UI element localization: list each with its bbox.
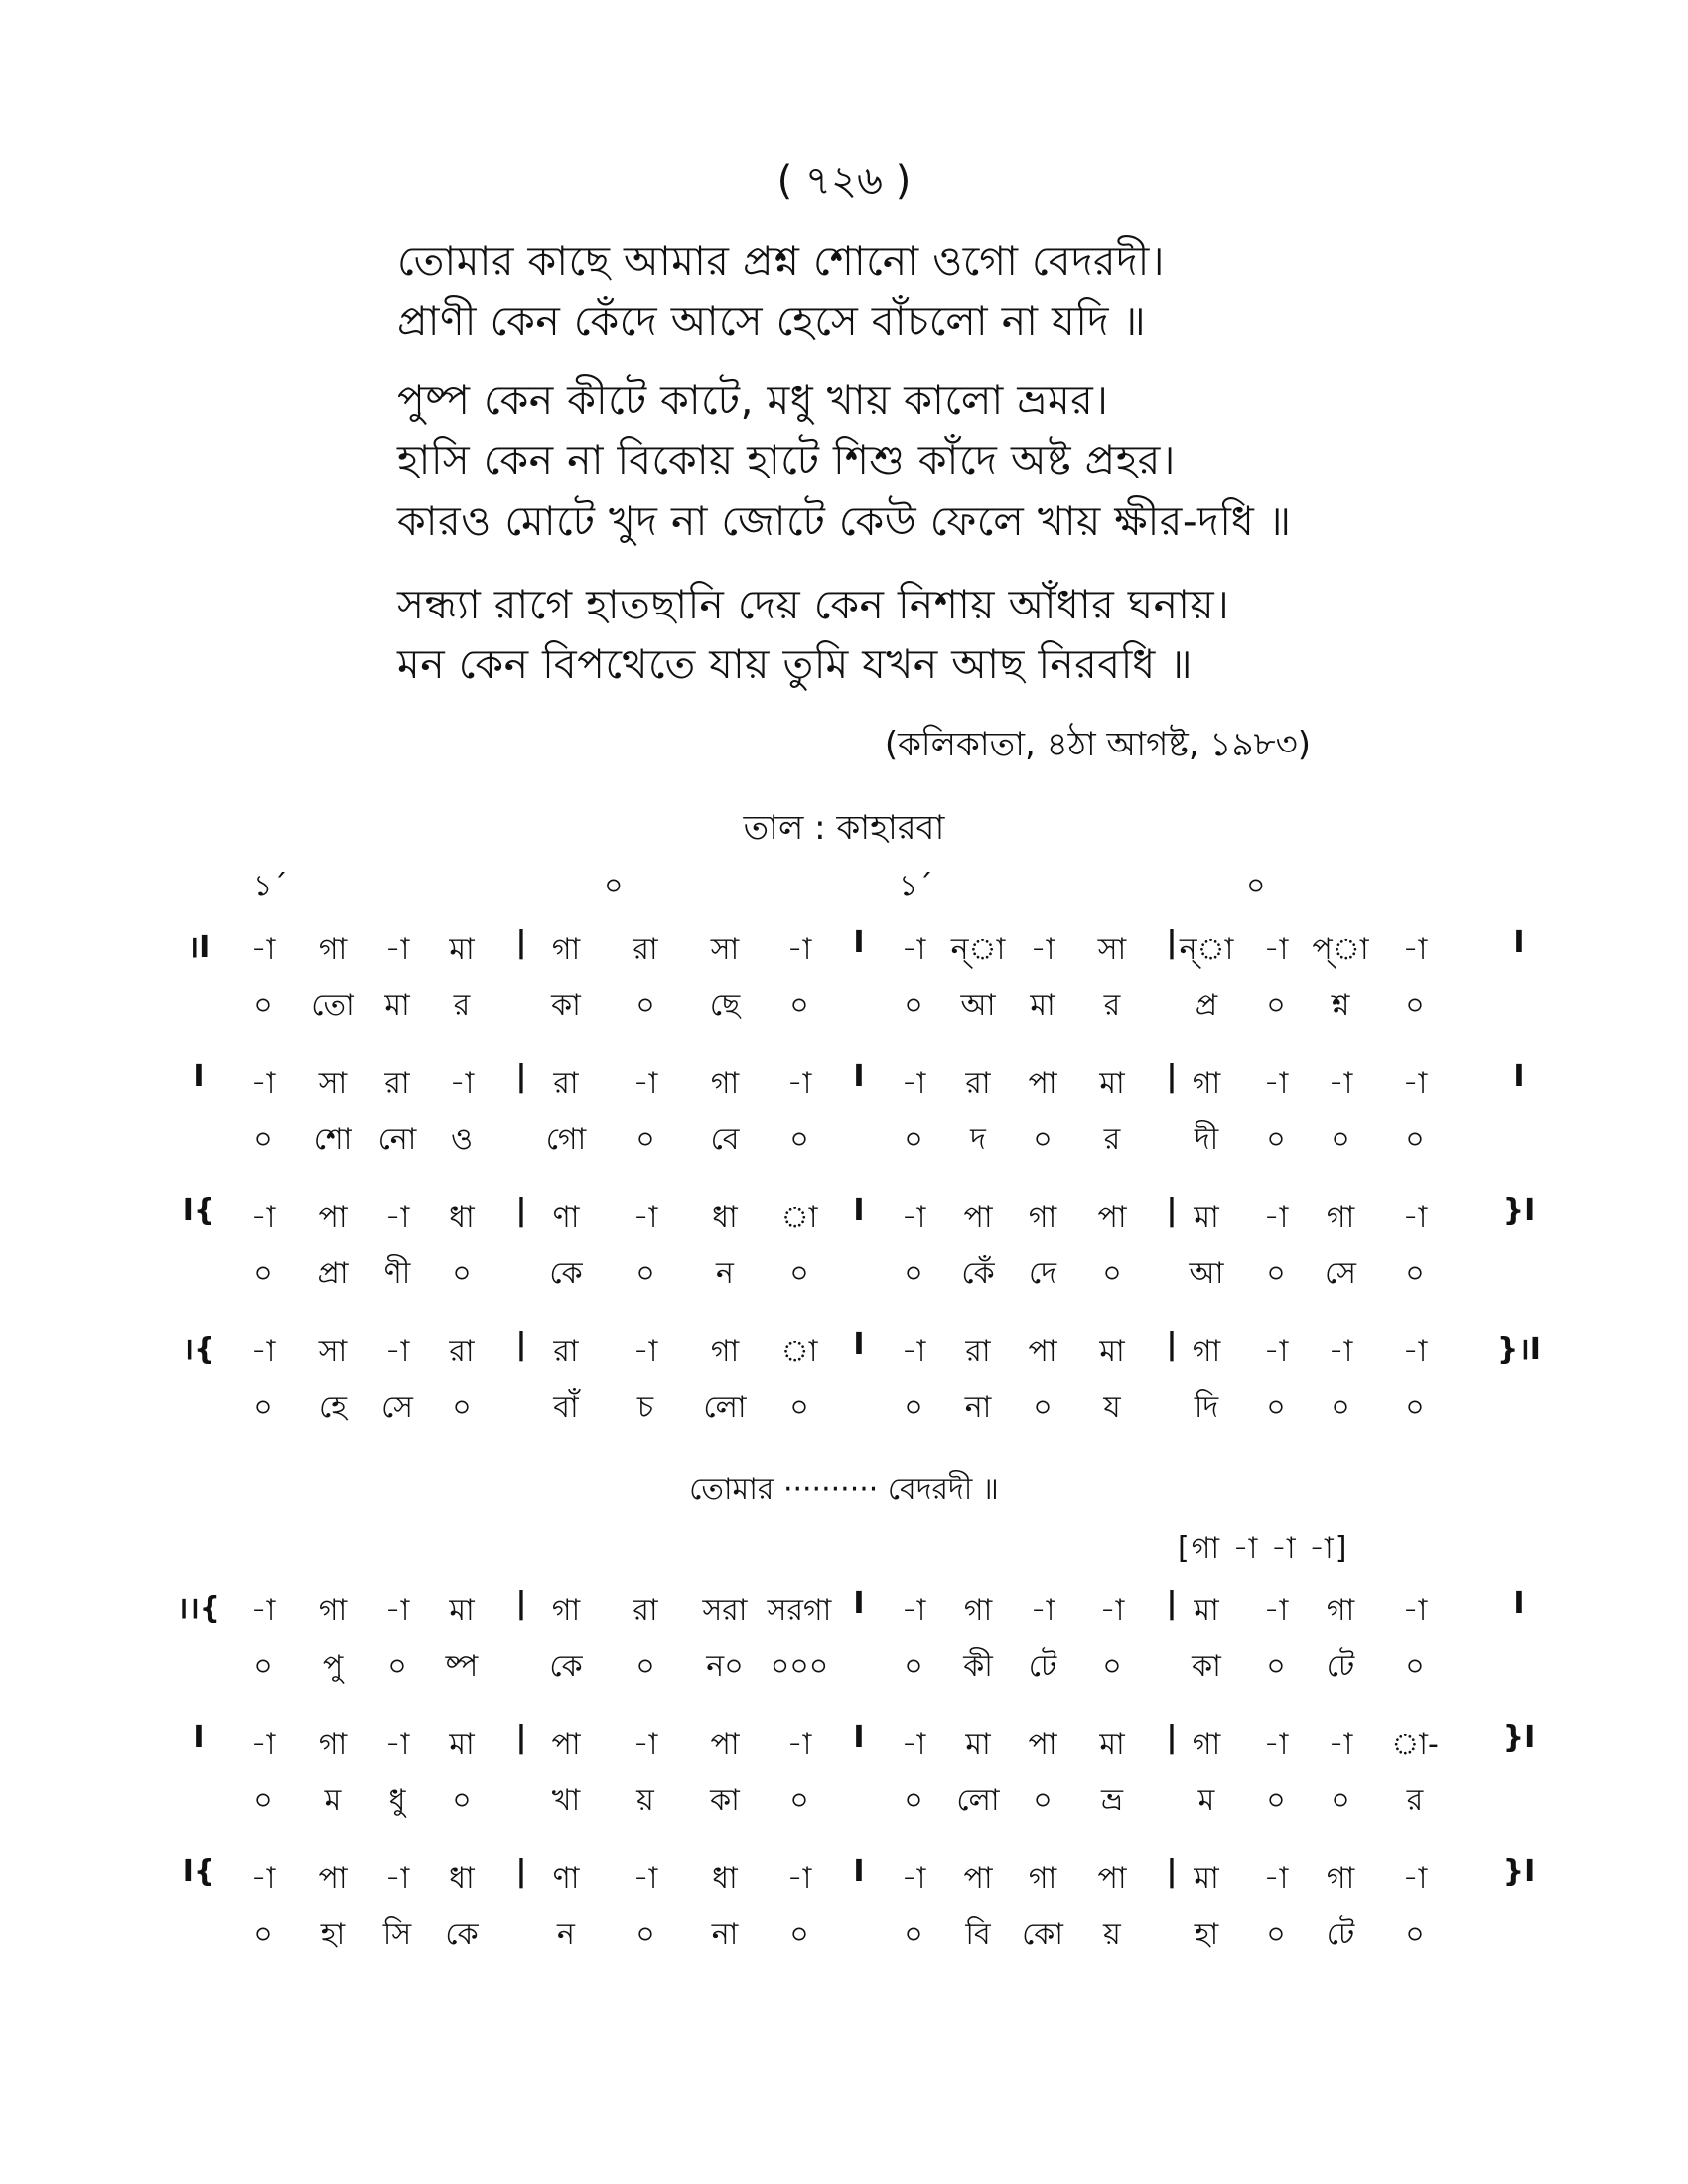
lyric-syllable: ম xyxy=(324,1783,342,1818)
page-number: ( ৭২৬ ) xyxy=(776,158,912,204)
lyric-syllable: ০ xyxy=(253,1917,273,1952)
swara-note: মা xyxy=(1099,1334,1125,1369)
lyric-syllable: দি xyxy=(1194,1390,1219,1425)
lyric-syllable: ০ xyxy=(635,1649,655,1684)
lyric-syllable: পু xyxy=(322,1649,344,1684)
lyric-syllable: ০ xyxy=(1033,1390,1053,1425)
lyric-syllable: ০ xyxy=(1266,1783,1286,1818)
swara-note: -া xyxy=(901,1334,926,1369)
beat-marker: ১´ xyxy=(899,869,933,903)
lyric-syllable: শো xyxy=(313,1122,352,1157)
lyric-syllable: কেঁ xyxy=(961,1256,995,1291)
swara-note: গা xyxy=(318,1727,348,1762)
lyric-syllable: সে xyxy=(1325,1256,1356,1291)
lyric-syllable: ০ xyxy=(1405,1256,1425,1291)
swara-note: পা xyxy=(963,1861,993,1896)
lyric-syllable: না xyxy=(711,1917,739,1952)
lyric-syllable: ০ xyxy=(789,1917,809,1952)
swara-note: পা xyxy=(318,1861,348,1896)
lyric-syllable: টে xyxy=(1028,1649,1057,1684)
swara-note: -া xyxy=(1263,1200,1289,1235)
lyric-syllable: কা xyxy=(551,988,581,1023)
lyric-syllable: ০ xyxy=(1331,1390,1350,1425)
swara-note: -া xyxy=(449,1066,475,1101)
swara-note: া xyxy=(780,1200,818,1235)
lyric-syllable: ০ xyxy=(789,1783,809,1818)
swara-note: -া xyxy=(1263,1593,1289,1628)
swara-note: পা xyxy=(551,1727,581,1762)
swara-note: মা xyxy=(449,932,475,967)
lyric-syllable: ০ xyxy=(789,1122,809,1157)
swara-note: -া xyxy=(786,932,812,967)
swara-note: গা xyxy=(551,932,581,967)
lyric-syllable: ০ xyxy=(452,1390,472,1425)
lyric-syllable: ন xyxy=(716,1256,734,1291)
lyric-syllable: ০ xyxy=(1266,1917,1286,1952)
swara-note: পা xyxy=(963,1200,993,1235)
row-start-bar: ।{ xyxy=(182,1332,215,1367)
lyric-syllable: কে xyxy=(549,1649,583,1684)
lyric-syllable: ০ xyxy=(1266,1256,1286,1291)
lyric-syllable: বি xyxy=(965,1917,991,1952)
swara-note: গা xyxy=(1192,1727,1221,1762)
swara-note: সা xyxy=(710,932,740,967)
row-end-bar: }I xyxy=(1502,1854,1536,1889)
swara-note: -া xyxy=(1402,1593,1428,1628)
swara-note: -া xyxy=(1099,1593,1125,1628)
lyric-syllable: নো xyxy=(377,1122,417,1157)
row-end-bar: }।I xyxy=(1497,1332,1541,1367)
swara-note: -া xyxy=(786,1861,812,1896)
swara-note: -া xyxy=(633,1200,658,1235)
lyric-syllable: বাঁ xyxy=(553,1390,579,1425)
swara-note: -া xyxy=(1030,932,1055,967)
swara-note: -া xyxy=(1263,1727,1289,1762)
bar-line: | xyxy=(515,1059,527,1094)
swara-note: -া xyxy=(786,1727,812,1762)
lyric-syllable: মা xyxy=(384,988,410,1023)
lyric-syllable: কা xyxy=(710,1783,740,1818)
lyric-syllable: ০ xyxy=(635,988,655,1023)
swara-note: গা xyxy=(1192,1066,1221,1101)
swara-note: প্া xyxy=(1312,932,1369,967)
swara-note: -া xyxy=(633,1334,658,1369)
lyric-syllable: য় xyxy=(1103,1917,1121,1952)
swara-note: -া xyxy=(250,1066,276,1101)
swara-note: -া xyxy=(1328,1727,1353,1762)
swara-note: মা xyxy=(449,1727,475,1762)
swara-note: রা xyxy=(965,1334,991,1369)
lyric-syllable: হা xyxy=(1194,1917,1219,1952)
lyric-syllable: বে xyxy=(710,1122,740,1157)
lyric-syllable: ০ xyxy=(1405,1649,1425,1684)
lyric-syllable: কে xyxy=(445,1917,479,1952)
lyric-syllable: দ xyxy=(970,1122,986,1157)
lyric-syllable: ০ xyxy=(1102,1649,1122,1684)
lyric-syllable: সি xyxy=(382,1917,412,1952)
lyric-syllable: মা xyxy=(1030,988,1055,1023)
lyric-syllable: ষ্প xyxy=(445,1649,479,1684)
lyric-syllable: ০ xyxy=(253,1256,273,1291)
lyric-syllable: ভ্র xyxy=(1100,1783,1124,1818)
lyric-line: সন্ধ্যা রাগে হাতছানি দেয় কেন নিশায় আঁধার ঘনায়। xyxy=(397,581,1230,628)
lyric-syllable: ম xyxy=(1197,1783,1215,1818)
swara-note: রা xyxy=(553,1066,579,1101)
beat-marker: ০ xyxy=(604,869,624,903)
swara-note: গা xyxy=(318,932,348,967)
lyric-syllable: ০ xyxy=(904,1390,923,1425)
swara-note: ণা xyxy=(552,1861,580,1896)
swara-note: পা xyxy=(710,1727,740,1762)
swara-note: া xyxy=(780,1334,818,1369)
swara-note: া- xyxy=(1391,1727,1439,1762)
bar-line-major: I xyxy=(853,1193,865,1228)
swara-note: -া xyxy=(250,1200,276,1235)
bar-line-major: I xyxy=(853,925,865,960)
row-end-bar: I xyxy=(1513,1586,1525,1621)
swara-note: রা xyxy=(449,1334,475,1369)
lyric-syllable: ০ xyxy=(1405,1122,1425,1157)
lyric-syllable: ০ xyxy=(1405,1390,1425,1425)
lyric-syllable: ন০ xyxy=(706,1649,744,1684)
swara-note: ন্া xyxy=(950,932,1006,967)
swara-note: পা xyxy=(318,1200,348,1235)
swara-note: -া xyxy=(633,1066,658,1101)
swara-note: -া xyxy=(1402,1861,1428,1896)
bar-line: | xyxy=(1166,925,1178,960)
lyric-syllable: ০ xyxy=(253,1390,273,1425)
lyric-syllable: ০ xyxy=(789,1256,809,1291)
swara-note: -া xyxy=(1263,932,1289,967)
swara-note: -া xyxy=(786,1066,812,1101)
lyric-syllable: লো xyxy=(956,1783,1000,1818)
swara-note: -া xyxy=(384,932,410,967)
swara-note: গা xyxy=(551,1593,581,1628)
lyric-syllable: ০ xyxy=(1266,1390,1286,1425)
row-start-bar: I{ xyxy=(182,1193,215,1228)
lyric-syllable: ০ xyxy=(1033,1122,1053,1157)
swara-note: -া xyxy=(384,1200,410,1235)
lyric-syllable: ন xyxy=(557,1917,575,1952)
lyric-line: পুষ্প কেন কীটে কাটে, মধু খায় কালো ভ্রমর। xyxy=(397,376,1109,424)
swara-note: গা xyxy=(1326,1861,1355,1896)
swara-note: মা xyxy=(1099,1727,1125,1762)
swara-note: -া xyxy=(633,1727,658,1762)
bar-line: | xyxy=(1166,1720,1178,1755)
swara-note: রা xyxy=(384,1066,410,1101)
lyric-syllable: টে xyxy=(1326,1649,1355,1684)
lyric-line: প্রাণী কেন কেঁদে আসে হেসে বাঁচলো না যদি ॥ xyxy=(397,297,1147,344)
lyric-syllable: সে xyxy=(381,1390,413,1425)
swara-note: -া xyxy=(1030,1593,1055,1628)
lyric-line: তোমার কাছে আমার প্রশ্ন শোনো ওগো বেদরদী। xyxy=(397,237,1166,285)
lyric-syllable: প্রা xyxy=(317,1256,349,1291)
swara-note: ধা xyxy=(449,1200,475,1235)
bar-line: | xyxy=(515,925,527,960)
swara-note: গা xyxy=(1028,1861,1057,1896)
lyric-syllable: প্র xyxy=(1195,988,1218,1023)
bar-line: | xyxy=(1166,1059,1178,1094)
swara-note: -া xyxy=(1402,1066,1428,1101)
lyric-syllable: ০ xyxy=(789,988,809,1023)
lyric-line: হাসি কেন না বিকোয় হাটে শিশু কাঁদে অষ্ট প্রহর। xyxy=(397,436,1176,483)
swara-note: ধা xyxy=(712,1861,738,1896)
lyric-line: মন কেন বিপথেতে যায় তুমি যখন আছ নিরবধি ॥ xyxy=(397,640,1194,688)
swara-note: -া xyxy=(250,1861,276,1896)
swara-note: রা xyxy=(633,932,658,967)
swara-note: পা xyxy=(1097,1200,1127,1235)
lyric-syllable: ০ xyxy=(1266,1122,1286,1157)
lyric-syllable: কা xyxy=(1192,1649,1221,1684)
lyric-syllable: ০ xyxy=(253,988,273,1023)
lyric-syllable: ছে xyxy=(709,988,741,1023)
lyric-syllable: ণী xyxy=(383,1256,411,1291)
lyric-syllable: র xyxy=(453,988,471,1023)
lyric-syllable: হা xyxy=(320,1917,346,1952)
lyric-syllable: ০ xyxy=(904,988,923,1023)
lyric-syllable: ০ xyxy=(1266,1649,1286,1684)
swara-note: -া xyxy=(1402,932,1428,967)
lyric-syllable: কো xyxy=(1022,1917,1063,1952)
lyric-syllable: য xyxy=(1103,1390,1121,1425)
row-end-bar: }I xyxy=(1502,1720,1536,1755)
lyric-syllable: ০ xyxy=(253,1649,273,1684)
swara-note: -া xyxy=(250,1727,276,1762)
bar-line: | xyxy=(1166,1193,1178,1228)
lyric-syllable: কে xyxy=(549,1256,583,1291)
swara-note: গা xyxy=(710,1066,740,1101)
swara-note: গা xyxy=(318,1593,348,1628)
lyric-syllable: হে xyxy=(319,1390,347,1425)
swara-note: ধা xyxy=(449,1861,475,1896)
lyric-syllable: আ xyxy=(1189,1256,1224,1291)
lyric-syllable: ০ xyxy=(1331,1122,1350,1157)
refrain-line: তোমার ·········· বেদরদী ॥ xyxy=(689,1472,999,1507)
bar-line: | xyxy=(515,1720,527,1755)
row-start-bar: I{ xyxy=(182,1854,215,1889)
swara-note: -া xyxy=(250,1593,276,1628)
bar-line: | xyxy=(1166,1854,1178,1889)
lyric-syllable: ০ xyxy=(452,1256,472,1291)
swara-note: -া xyxy=(384,1727,410,1762)
swara-note: মা xyxy=(1194,1861,1219,1896)
swara-note: -া xyxy=(1263,1066,1289,1101)
lyric-syllable: ০ xyxy=(1405,988,1425,1023)
bar-line: | xyxy=(1166,1327,1178,1362)
lyric-syllable: র xyxy=(1103,988,1121,1023)
taal-label: তাল : কাহারবা xyxy=(743,808,945,848)
bar-line: | xyxy=(515,1854,527,1889)
row-end-bar: I xyxy=(1513,925,1525,960)
bar-line-major: I xyxy=(853,1586,865,1621)
lyric-syllable: ০০০ xyxy=(770,1649,829,1684)
swara-note: -া xyxy=(1263,1861,1289,1896)
swara-note: মা xyxy=(1099,1066,1125,1101)
lyric-syllable: ০ xyxy=(1266,988,1286,1023)
bar-line-major: I xyxy=(853,1327,865,1362)
lyric-syllable: দে xyxy=(1029,1256,1056,1291)
swara-note: গা xyxy=(1028,1200,1057,1235)
swara-note: সরগা xyxy=(767,1593,832,1628)
row-end-bar: }I xyxy=(1502,1193,1536,1228)
swara-note: পা xyxy=(1097,1861,1127,1896)
swara-note: -া xyxy=(384,1861,410,1896)
bar-line: | xyxy=(515,1327,527,1362)
swara-note: -া xyxy=(384,1334,410,1369)
lyric-syllable: কী xyxy=(963,1649,993,1684)
swara-note: -া xyxy=(901,1200,926,1235)
swara-note: -া xyxy=(1402,1334,1428,1369)
swara-note: সা xyxy=(318,1066,348,1101)
swara-note: মা xyxy=(1194,1200,1219,1235)
lyric-syllable: ০ xyxy=(635,1256,655,1291)
composition-source: (কলিকাতা, ৪ঠা আগষ্ট, ১৯৮৩) xyxy=(884,725,1311,764)
alternate-notes: [গা -া -া -া] xyxy=(1178,1531,1349,1566)
lyric-syllable: ও xyxy=(450,1122,474,1157)
lyric-syllable: দী xyxy=(1194,1122,1219,1157)
swara-note: -া xyxy=(901,1066,926,1101)
swara-note: রা xyxy=(553,1334,579,1369)
lyric-syllable: ০ xyxy=(1033,1783,1053,1818)
bar-line-major: I xyxy=(853,1059,865,1094)
row-start-bar: I xyxy=(193,1720,205,1755)
swara-note: গা xyxy=(1326,1593,1355,1628)
swara-note: মা xyxy=(965,1727,991,1762)
lyric-syllable: ০ xyxy=(635,1122,655,1157)
swara-note: -া xyxy=(901,932,926,967)
row-start-bar: ।I xyxy=(187,930,211,965)
lyric-syllable: ০ xyxy=(904,1783,923,1818)
lyric-syllable: ০ xyxy=(253,1783,273,1818)
swara-note: গা xyxy=(1326,1200,1355,1235)
bar-line-major: I xyxy=(853,1720,865,1755)
beat-marker: ১´ xyxy=(253,869,288,903)
lyric-syllable: তো xyxy=(311,988,354,1023)
lyric-syllable: ০ xyxy=(452,1783,472,1818)
beat-marker: ০ xyxy=(1246,869,1266,903)
swara-note: -া xyxy=(1402,1200,1428,1235)
swara-note: ণা xyxy=(552,1200,580,1235)
lyric-syllable: লো xyxy=(703,1390,747,1425)
swara-note: ধা xyxy=(712,1200,738,1235)
swara-note: গা xyxy=(963,1593,993,1628)
swara-note: পা xyxy=(1028,1727,1057,1762)
swara-note: গা xyxy=(1192,1334,1221,1369)
lyric-syllable: য় xyxy=(636,1783,654,1818)
swara-note: সা xyxy=(1097,932,1127,967)
swara-note: রা xyxy=(965,1066,991,1101)
lyric-syllable: র xyxy=(1103,1122,1121,1157)
lyric-syllable: ০ xyxy=(904,1649,923,1684)
lyric-syllable: শ্ন xyxy=(1331,988,1350,1023)
lyric-syllable: টে xyxy=(1326,1917,1355,1952)
lyric-syllable: না xyxy=(964,1390,992,1425)
bar-line: | xyxy=(1166,1586,1178,1621)
bar-line: | xyxy=(515,1586,527,1621)
swara-note: মা xyxy=(1194,1593,1219,1628)
swara-note: সা xyxy=(318,1334,348,1369)
lyric-syllable: ০ xyxy=(1102,1256,1122,1291)
row-start-bar: I xyxy=(193,1059,205,1094)
swara-note: পা xyxy=(1028,1334,1057,1369)
lyric-line: কারও মোটে খুদ না জোটে কেউ ফেলে খায় ক্ষীর-দধি ॥ xyxy=(397,497,1292,545)
swara-note: -া xyxy=(901,1861,926,1896)
lyric-syllable: ০ xyxy=(1405,1917,1425,1952)
lyric-syllable: আ xyxy=(960,988,996,1023)
swara-note: রা xyxy=(633,1593,658,1628)
swara-note: -া xyxy=(901,1593,926,1628)
lyric-syllable: ০ xyxy=(1331,1783,1350,1818)
lyric-syllable: ০ xyxy=(904,1256,923,1291)
lyric-syllable: ০ xyxy=(904,1122,923,1157)
row-end-bar: I xyxy=(1513,1059,1525,1094)
lyric-syllable: ০ xyxy=(253,1122,273,1157)
swara-note: ন্া xyxy=(1179,932,1234,967)
lyric-syllable: র xyxy=(1406,1783,1424,1818)
lyric-syllable: ০ xyxy=(387,1649,407,1684)
swara-note: মা xyxy=(449,1593,475,1628)
lyric-syllable: খা xyxy=(551,1783,581,1818)
lyric-syllable: ০ xyxy=(904,1917,923,1952)
swara-note: গা xyxy=(710,1334,740,1369)
lyric-syllable: চ xyxy=(636,1390,654,1425)
swara-note: সরা xyxy=(702,1593,748,1628)
lyric-syllable: ০ xyxy=(789,1390,809,1425)
swara-note: -া xyxy=(633,1861,658,1896)
swara-note: -া xyxy=(1263,1334,1289,1369)
lyric-syllable: ০ xyxy=(635,1917,655,1952)
swara-note: -া xyxy=(384,1593,410,1628)
bar-line: | xyxy=(515,1193,527,1228)
lyric-syllable: গো xyxy=(545,1122,587,1157)
lyric-syllable: ধু xyxy=(388,1783,406,1818)
bar-line-major: I xyxy=(853,1854,865,1889)
swara-note: -া xyxy=(250,1334,276,1369)
swara-note: -া xyxy=(1328,1066,1353,1101)
swara-note: -া xyxy=(901,1727,926,1762)
swara-note: পা xyxy=(1028,1066,1057,1101)
swara-note: -া xyxy=(250,932,276,967)
swara-note: -া xyxy=(1328,1334,1353,1369)
row-start-bar: ।।{ xyxy=(176,1591,221,1626)
